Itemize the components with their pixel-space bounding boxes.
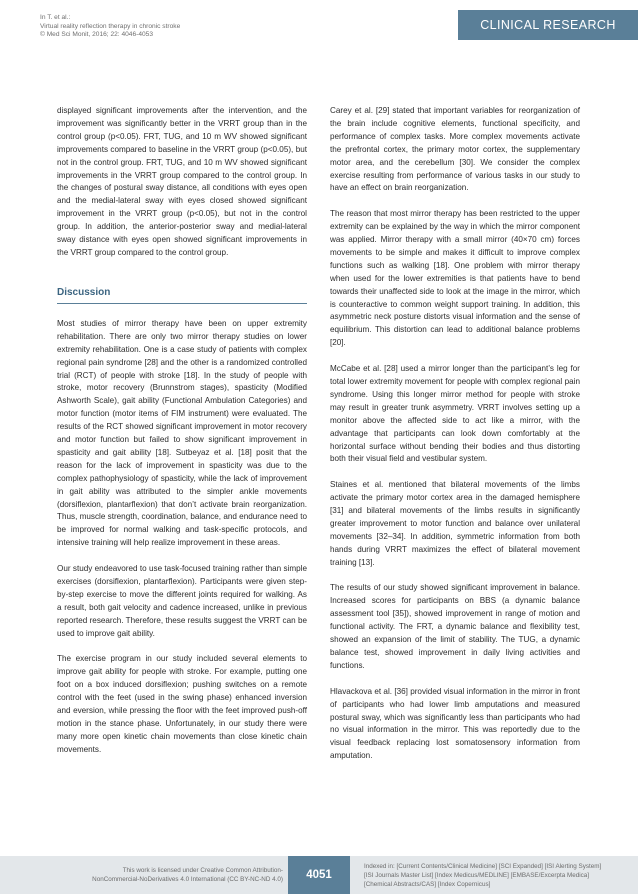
results-paragraph: displayed significant improvements after the intervention, and the improvement was significantly better in the VRRT group than in the control group (p<0.05). FRT, TUG, and 10 m WV showed significant improvements compared to baseline in the VRRT group (p<0.05), but not in the control group. FRT, TUG, and 10 m WV showed significant improvements in the VRRT group compared to the control group. In the changes of postural sway distance, all conditions with eyes open and the medial-lateral sway with eyes closed showed significant improvement in the VRRT group (p<0.05), but not in the control group. In addition, the anterior-posterior sway and medial-lateral sway distance with eyes open showed significant improvements in the VRRT group compared to the control group. [57, 106, 307, 257]
header-article-title: Virtual reality reflection therapy in chronic stroke [40, 22, 181, 30]
page-number: 4051 [288, 856, 350, 894]
running-header [40, 14, 180, 40]
index-line: [ISI Journals Master List] [Index Medicus/MEDLINE] [EMBASE/Excerpta Medica] [364, 872, 590, 879]
discussion-paragraph-3: The exercise program in our study included several elements to improve gait ability for people with stroke. For example, putting one foot on a box induced dorsiflexion; pushing switches on a remote control with the feet (used in the swing phase) enhanced inversion and eversion, while pressing the floor with the feet improved push-off motion in the stance phase. Unfortunately, in our study there were many more open kinetic chain movements than close kinetic chain movements. [57, 654, 307, 754]
license-notice [53, 866, 283, 884]
discussion-paragraph-2: Our study endeavored to use task-focused training rather than simple exercises (dorsiflexion, plantarflexion). Participants were given step-by-step exercise to move the different joints required for walking. As a result, both gait velocity and cadence increased, unlike in previous reported research. Therefore, these results suggest the VRRT can be used to improve gait ability. [57, 564, 307, 638]
discussion-paragraph-1: Most studies of mirror therapy have been on upper extremity rehabilitation. There are only two mirror therapy studies on lower extremity rehabilitation. One is a case study of patients with complex regional pain syndrome [28] and the other is a randomized controlled trial (RCT) of people with stroke [18]. In the study of people with stroke, motor recovery (Brunnstrom stages), spasticity (Modified Ashworth Scale), gait ability (Functional Ambulation Categories) and motor function (motor items of FIM instrument) were evaluated. The results of the RCT showed significant improvement in motor recovery and motor function but failed to show significant improvement in spasticity and gait ability [18]. Sutbeyaz et al. [18] posit that the reason for the lack of improvement in spasticity was due to the complex pathophysiology of spasticity, while the lack of improvement in gait ability was attributed to the simpler ankle movements (dorsiflexion, plantarflexion) that don’t activate brain reorganization. Thus, muscle strength, coordination, balance, and endurance need to be improved for normal walking and task-specific protocols, and intensive training will help realize improvement in these areas. [57, 318, 307, 548]
header-citation: © Med Sci Monit, 2016; 22: 4046-4053 [40, 31, 153, 39]
discussion-paragraph-8: The results of our study showed significant improvement in balance. Increased scores for participants on BBS (a dynamic balance assessment tool [35]), showed improvement in range of motion and functional activity. The FRT, a dynamic balance and flexibility test, showed an expansion of the limit of stability. The TUG, a dynamic balance test, showed improvement in daily living activities and functions. [330, 583, 580, 670]
index-line: [Chemical Abstracts/CAS] [Index Copernicus] [364, 881, 491, 888]
right-column [330, 105, 580, 763]
discussion-heading-block [57, 286, 307, 304]
license-line: NonCommercial-NoDerivatives 4.0 International (CC BY-NC-ND 4.0) [92, 876, 283, 883]
discussion-paragraph-6: McCabe et al. [28] used a mirror longer than the participant’s leg for total lower extremity movement for people with complex regional pain syndrome. Using this longer mirror method for people with stroke may result in greater trunk asymmetry. VRRT involves setting up a monitor above the affected side to act like a mirror, with the advantage that participants can look down comfortably at the horizontal surface without bending their bodies and thus distorting both their visual field and vestibular system. [330, 364, 580, 464]
discussion-paragraph-5: The reason that most mirror therapy has been restricted to the upper extremity can be explained by the way in which the mirror component was applied. Mirror therapy with a small mirror (40×70 cm) forces movements to be simple and makes it difficult to improve complex functions such as walking [18]. One problem with mirror therapy when used for the lower extremities is that patients have to bend towards their unaffected side to look at the image in the mirror, which is counteractive to common weight support training. In addition, this asymmetric neck posture distorts visual information and the sense of equilibrium. This distortion can lead to additional balance problems [20]. [330, 209, 580, 348]
section-badge: CLINICAL RESEARCH [458, 10, 638, 40]
discussion-heading: Discussion [57, 286, 111, 298]
discussion-paragraph-4: Carey et al. [29] stated that important variables for reorganization of the brain include cognitive elements, functional specificity, and performance of complex tasks. More complex movements activate the prefrontal cortex, the primary motor cortex, the supplementary motor area, and the cerebellum [30]. We consider the complex exercise resulting from performance of various tasks in our study to have an effect on brain reorganization. [330, 106, 580, 193]
heading-divider [57, 303, 307, 304]
indexing-notice [364, 862, 632, 889]
left-column [57, 105, 307, 757]
discussion-paragraph-9: Hlavackova et al. [36] provided visual information in the mirror in front of participants who had lower limb amputations and measured postural sway, which was significantly less than participants who had no visual information in the mirror. This was reportedly due to the visual feedback replacing lost somatosensory information from amputation. [330, 686, 580, 761]
header-authors: In T. et al.: [40, 14, 71, 21]
discussion-paragraph-7: Staines et al. mentioned that bilateral movements of the limbs activate the primary motor cortex area in the damaged hemisphere [31] and bilateral movements of the limbs results in significantly greater improvement to motor function and balance over unilateral movements [32–34]. In addition, symmetric information from both hands during VRRT maximizes the effect of bilateral movement training [13]. [330, 480, 580, 567]
license-line: This work is licensed under Creative Common Attribution- [122, 867, 283, 874]
index-line: Indexed in: [Current Contents/Clinical Medicine] [SCI Expanded] [ISI Alerting System] [364, 863, 602, 870]
